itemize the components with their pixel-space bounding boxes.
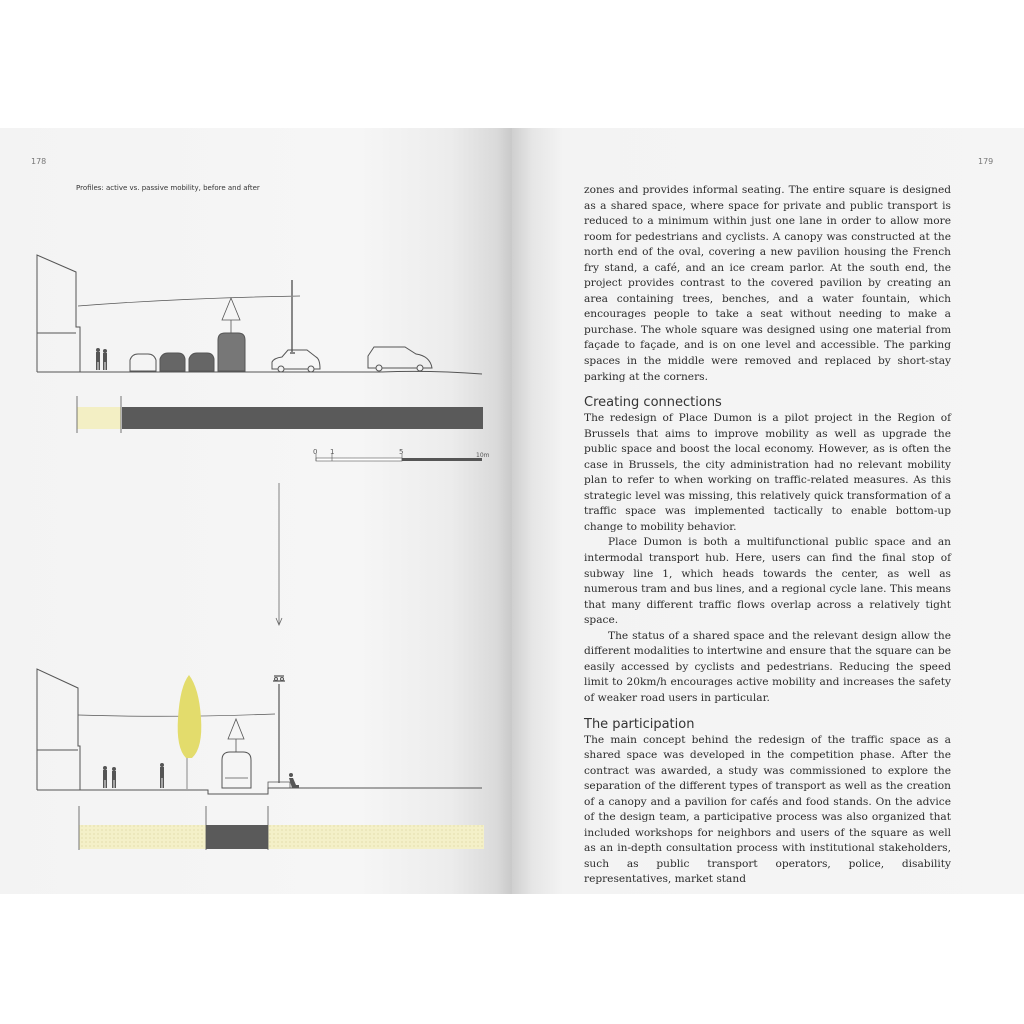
pedestrian-band-after-left	[79, 825, 206, 849]
car-3	[189, 353, 214, 371]
street-profiles-drawing	[0, 128, 512, 894]
profile-before	[37, 255, 482, 374]
paragraph: The status of a shared space and the relevant design allow the different modalities to intertwine and ensure that the square can be easily accessed by cyclists and pedestrians. Reducing the speed limit to 20km/h encourages active mobility and increases the safety of weaker road users in particular.	[584, 629, 951, 704]
lamp-post	[273, 676, 285, 783]
heading-creating-connections: Creating connections	[584, 395, 722, 411]
figure-caption: Profiles: active vs. passive mobility, before and after	[76, 184, 260, 192]
heading-the-participation: The participation	[584, 716, 695, 732]
pedestrians-before	[96, 348, 107, 370]
paragraph: Place Dumon is both a multifunctional public space and an intermodal transport hub. Here, users can find the final stop of subway line 1, which heads towards the center, as well as numerous tram and bus lines, and a regional cycle lane. This means that many different traffic flows overlap across a relatively tight space.	[584, 536, 951, 627]
tram-before	[218, 333, 245, 371]
tram-after	[222, 752, 251, 788]
left-page	[0, 128, 512, 894]
open-book	[0, 128, 1024, 894]
scale-label-0: 0	[313, 448, 318, 456]
paragraph: The main concept behind the redesign of the traffic space as a shared space was developed in the competition phase. After the contract was awarded, a study was commissioned to explore the separation of the different types of transport as well as the creation of a canopy and a pavilion for cafés and food stands. On the advice of the design team, a participative process was also organized that included workshops for neighbors and users of the square as well as an in-depth consultation process with institutional stakeholders, such as public transport operators, police, disability representatives, market stand	[584, 733, 951, 886]
scale-label-10m: 10m	[476, 452, 490, 459]
transition-arrow	[276, 483, 282, 625]
pedestrians-after	[103, 763, 299, 788]
scale-bar	[313, 448, 490, 461]
page-number-right: 179	[978, 157, 994, 166]
pedestrian-band-before	[77, 407, 121, 429]
traffic-band-after	[206, 825, 268, 849]
ground-before	[37, 371, 482, 374]
car-1	[130, 354, 156, 371]
intro-paragraph: zones and provides informal seating. The entire square is designed as a shared space, where space for private and public transport is reduced to a minimum within just one lane in order to allow more room for pedestrians and cyclists. A canopy was constructed at the north end of the oval, covering a new pavilion housing the French fry stand, a café, and an ice cream parlor. At the south end, the project provides contrast to the covered pavilion by creating an area containing trees, benches, and a water fountain, which encourages people to take a seat without needing to make a purchase. The whole square was designed using one material from façade to façade, and is on one level and accessible. The parking spaces in the middle were removed and replaced by short-stay parking at the corners.	[584, 184, 951, 383]
traffic-band-before	[122, 407, 483, 429]
pedestrian-band-after-right	[268, 825, 484, 849]
paragraph: The redesign of Place Dumon is a pilot project in the Region of Brussels that aims to improve mobility as well as upgrade the public space and boost the local economy. However, as is often the case in Brussels, the city administration had no relevant mobility plan to refer to when working on traffic-related measures. As this strategic level was missing, this relatively quick transformation of a traffic space was implemented tactically to enable bottom-up change to mobility behavior.	[584, 412, 951, 533]
scale-label-5: 5	[399, 448, 404, 456]
pole-before	[290, 280, 295, 353]
tree	[178, 675, 202, 758]
page-number-left: 178	[31, 157, 47, 166]
building-after	[37, 669, 80, 790]
ground-after	[37, 788, 482, 794]
profile-after	[37, 669, 482, 794]
car-2	[160, 353, 185, 371]
body-text-column	[584, 183, 951, 888]
building-before	[37, 255, 80, 372]
scale-label-1: 1	[330, 448, 335, 456]
